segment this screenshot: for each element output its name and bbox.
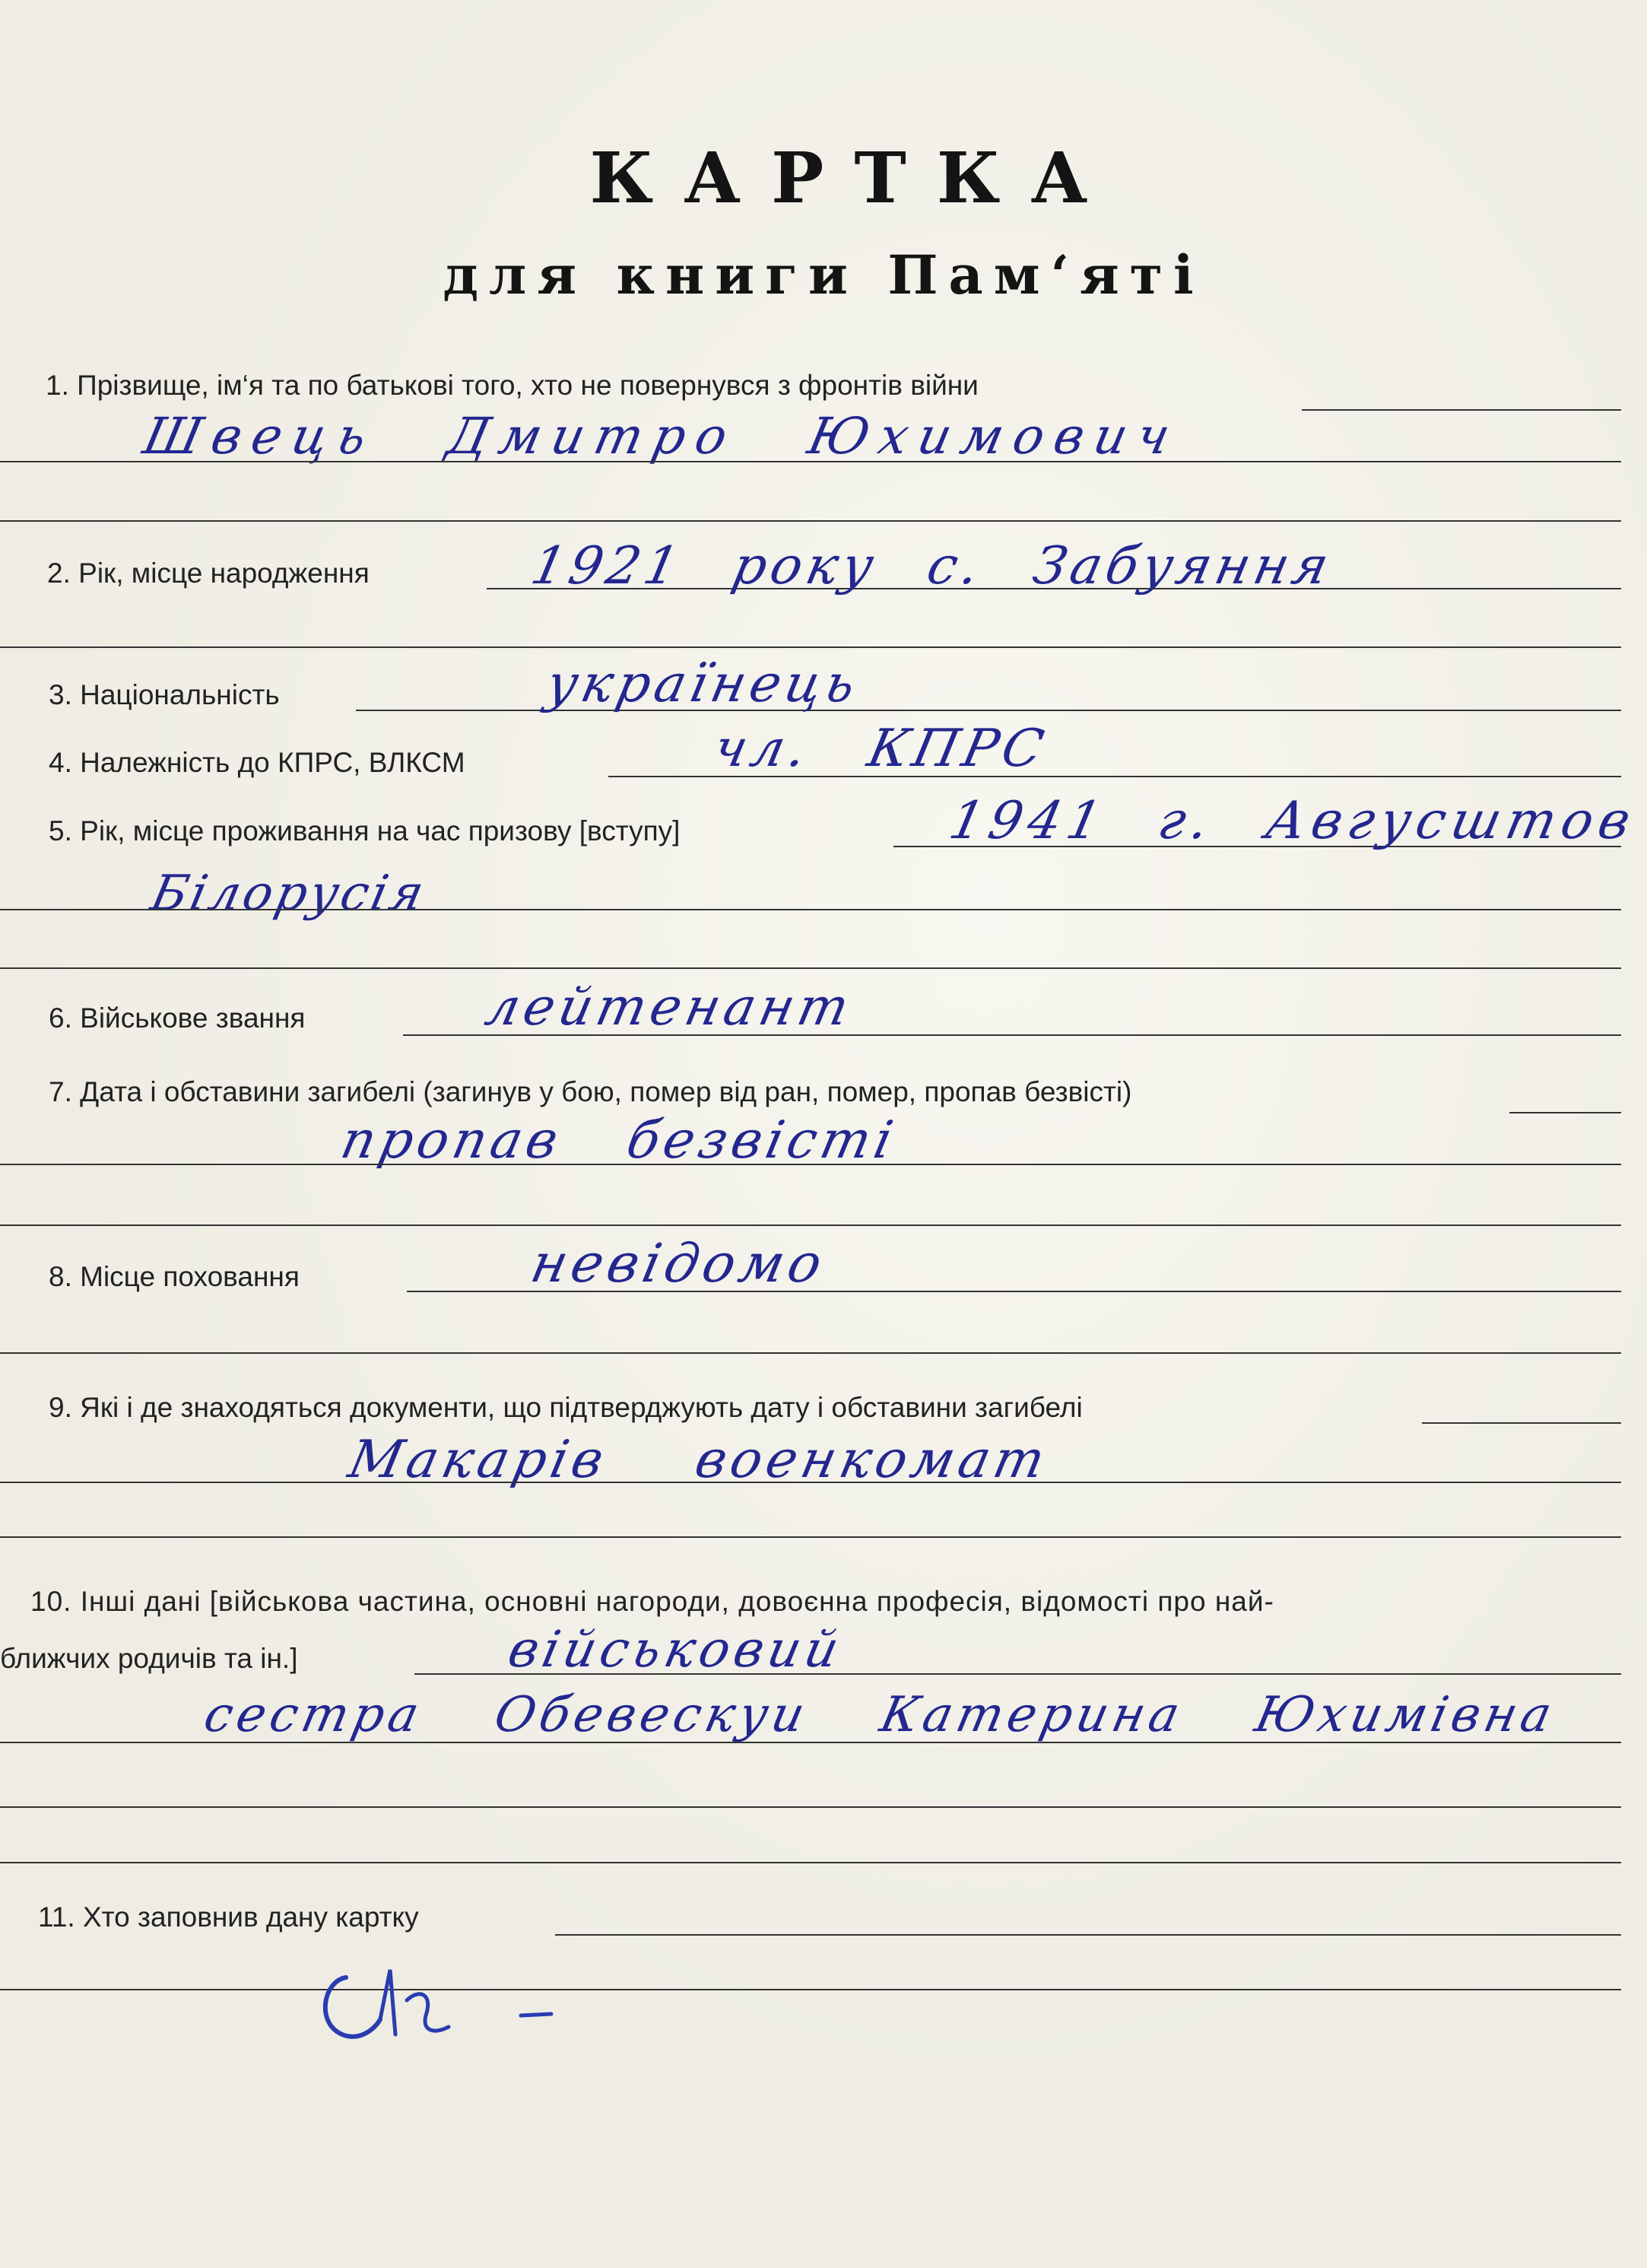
field-8-line-b [0,1352,1621,1354]
filler-signature [300,1947,574,2069]
field-9-line-a [1422,1422,1621,1424]
field-1-value: Швець Дмитро Юхимович [138,407,1186,465]
field-10-line-d [0,1862,1621,1863]
field-5-value: 1941 г. Авгусштов [944,791,1642,851]
field-5-line-b [0,909,1621,910]
field-11-line-b [0,1989,1621,1990]
field-5-label: 5. Рік, місце проживання на час призову [вступу] [49,815,681,847]
field-7-line-c [0,1225,1621,1226]
field-1-label: 1. Прізвище, ім‘я та по батькові того, хто не повернувся з фронтів війни [46,370,979,401]
field-7-label: 7. Дата і обставини загибелі (загинув у бою, помер від ран, помер, пропав безвісті) [49,1076,1132,1107]
field-2-label: 2. Рік, місце народження [47,557,370,589]
field-7-value: пропав безвісті [335,1110,903,1171]
field-2-line-b [0,646,1621,648]
card-title: КАРТКА [589,137,1119,219]
field-1-line-c [0,520,1621,522]
field-10-line-c [0,1806,1621,1808]
field-5-value-2: Білорусія [146,866,432,922]
field-9-line-c [0,1536,1621,1538]
field-2-value: 1921 року с. Забуяння [525,536,1339,596]
field-9-label: 9. Які і де знаходяться документи, що підтверджують дату і обставини загибелі [49,1392,1083,1423]
field-10-label: 10. Інші дані [військова частина, основні нагороди, довоєнна професія, відомості про най- [30,1586,1274,1617]
field-8-value: невідомо [525,1232,833,1294]
field-7-line-b [0,1164,1621,1165]
field-1-line-a [1302,409,1621,411]
field-10-value: військовий [503,1620,849,1679]
field-10-value-2: сестра Обевескуи Катерина Юхимівна [199,1687,1561,1743]
field-6-label: 6. Військове звання [49,1002,306,1034]
field-5-line-c [0,967,1621,969]
field-10-label-2: ближчих родичів та ін.] [0,1643,298,1674]
field-3-label: 3. Національність [49,679,280,710]
field-4-value: чл. КПРС [708,719,1053,779]
field-9-line-b [0,1482,1621,1483]
field-8-label: 8. Місце поховання [49,1261,300,1292]
field-1-line-b [0,461,1621,462]
field-11-line-a [555,1934,1621,1936]
field-11-label: 11. Хто заповнив дану картку [38,1901,419,1933]
field-6-value: лейтенант [480,977,859,1037]
field-4-label: 4. Належність до КПРС, ВЛКСМ [49,747,465,778]
field-3-value: українець [541,654,865,714]
field-9-value: Макарів военкомат [343,1430,1055,1490]
field-7-line-a [1509,1112,1621,1113]
card-subtitle: для книги Пам‘яті [443,243,1204,307]
field-10-line-b [0,1742,1621,1743]
